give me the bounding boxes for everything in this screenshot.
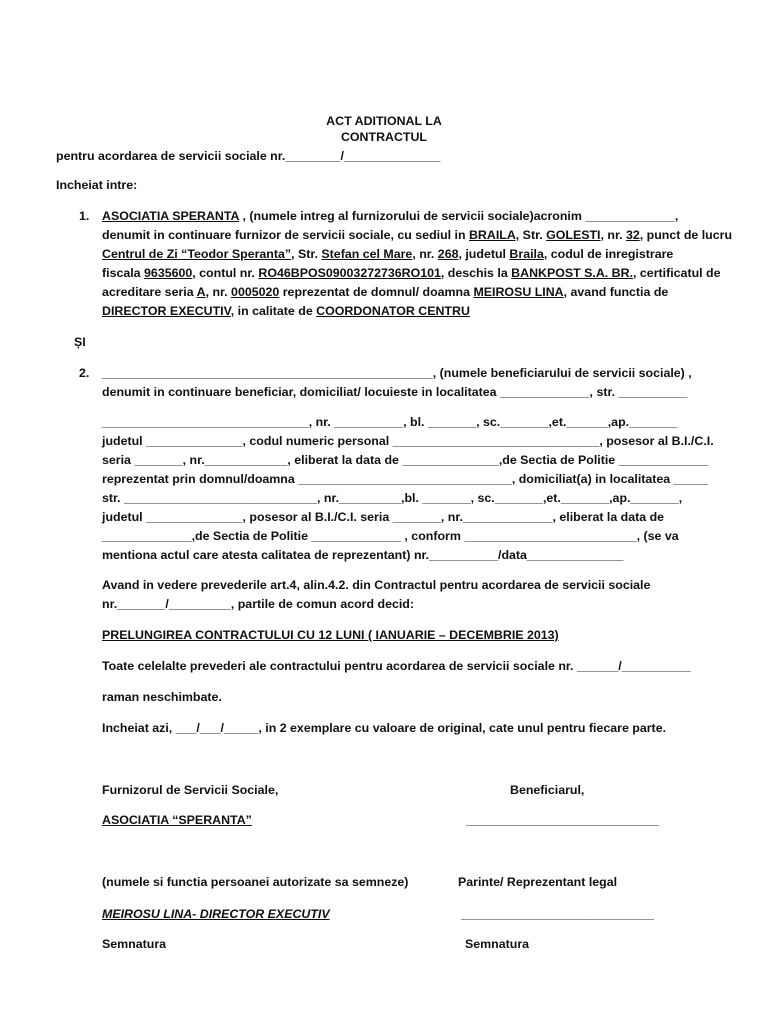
other-provisions-line1: Toate celelalte prevederi ale contractului pentru acordarea de servicii sociale nr. ______/__________ [102, 659, 691, 673]
party2-line: reprezentat prin domnul/doamna _______________________________, domiciliat(a) in localitatea _____ [102, 472, 709, 486]
other-provisions-line2: raman neschimbate. [102, 690, 222, 704]
party2-line: judetul ______________, posesor al B.I./C.I. seria _______, nr._____________, eliberat la data de [102, 510, 665, 524]
party1-line1: ASOCIATIA SPERANTA , (numele intreg al furnizorului de servicii sociale)acronim _____________, [102, 209, 679, 223]
beneficiary-note: Parinte/ Reprezentant legal [458, 875, 618, 889]
provider-person: MEIROSU LINA- DIRECTOR EXECUTIV [102, 907, 330, 921]
party1-name: ASOCIATIA SPERANTA [102, 209, 239, 223]
and-separator: ȘI [74, 335, 86, 349]
party2-number: 2. [79, 366, 90, 380]
whereas-line1: Avand in vedere prevederile art.4, alin.4.2. din Contractul pentru acordarea de servicii sociale [102, 578, 651, 592]
provider-signature-label: Semnatura [102, 937, 167, 951]
party1-series: A [196, 285, 206, 299]
whereas-line2: nr._______/_________, partile de comun acord decid: [102, 597, 414, 611]
document-title-line2: CONTRACTUL [340, 130, 428, 144]
party1-bank: BANKPOST S.A. BR. [511, 266, 634, 280]
decision-text: PRELUNGIREA CONTRACTULUI CU 12 LUNI ( IANUARIE – DECEMBRIE 2013) [102, 628, 559, 642]
provider-note: (numele si functia persoanei autorizate sa semneze) [102, 875, 409, 889]
party1-account: RO46BPOS09003272736RO101 [258, 266, 441, 280]
party1-line6: DIRECTOR EXECUTIV, in calitate de COORDONATOR CENTRU [102, 304, 470, 318]
party1-number: 1. [79, 209, 90, 223]
party1-cert-no: 0005020 [231, 285, 280, 299]
beneficiary-label: Beneficiarul, [510, 783, 585, 797]
party1-center: Centrul de Zi “Teodor Speranta” [102, 247, 292, 261]
party2-line: ________________________________________________, (numele beneficiarului de servicii sociale) , [102, 366, 692, 380]
party1-street2-no: 268 [437, 247, 459, 261]
party1-city: BRAILA, [468, 228, 520, 242]
party1-line5: acreditare seria A, nr. 0005020 reprezentat de domnul/ doamna MEIROSU LINA, avand functia de [102, 285, 669, 299]
document-title-line1: ACT ADITIONAL LA [326, 114, 442, 128]
party1-line4: fiscala 9635600, contul nr. RO46BPOS09003272736RO101, deschis la BANKPOST S.A. BR., certificatul de [102, 266, 721, 280]
provider-name: ASOCIATIA “SPERANTA” [102, 813, 252, 827]
party1-rep-name: MEIROSU LINA [473, 285, 564, 299]
beneficiary-person-line: ____________________________ [461, 907, 654, 921]
party2-line: judetul ______________, codul numeric personal ______________________________, posesor al B.I./C.I. [102, 434, 714, 448]
party1-rep-function: DIRECTOR EXECUTIV [102, 304, 231, 318]
party1-rep-role: COORDONATOR CENTRU [316, 304, 470, 318]
between-heading: Incheiat intre: [56, 178, 138, 192]
party2-line: mentiona actul care atesta calitatea de reprezentant) nr.__________/data______________ [102, 548, 624, 562]
party2-line: denumit in continuare beneficiar, domiciliat/ locuieste in localitatea _____________, str. __________ [102, 385, 688, 399]
party1-line3: Centrul de Zi “Teodor Speranta”, Str. Stefan cel Mare, nr. 268, judetul Braila, codul de inregistrare [102, 247, 674, 261]
party1-street-no: 32 [625, 228, 640, 242]
party1-street2: Stefan cel Mare [321, 247, 413, 261]
party1-fiscal-code: 9635600 [144, 266, 193, 280]
concluded-line: Incheiat azi, ___/___/_____, in 2 exemplare cu valoare de original, cate unul pentru fiecare parte. [102, 721, 667, 735]
party2-line: seria _______, nr.____________, eliberat la data de ______________,de Sectia de Politie _____________ [102, 453, 709, 467]
party1-line2: denumit in continuare furnizor de servicii sociale, cu sediul in BRAILA, Str. GOLESTI, nr. 32, punct de lucru [102, 228, 733, 242]
party1-street: GOLESTI [546, 228, 601, 242]
party2-line: str. ____________________________, nr._________,bl. _______, sc._______,et._______,ap._______, [102, 491, 683, 505]
party1-county: Braila [509, 247, 544, 261]
beneficiary-name-line: ____________________________ [466, 813, 659, 827]
provider-label: Furnizorul de Servicii Sociale, [102, 783, 279, 797]
party2-line: _____________,de Sectia de Politie _____________ , conform _________________________, (se va [102, 529, 679, 543]
party2-line: ______________________________, nr. __________, bl. _______, sc._______,et.______,ap._______ [102, 415, 678, 429]
beneficiary-signature-label: Semnatura [465, 937, 530, 951]
document-subtitle: pentru acordarea de servicii sociale nr.________/______________ [56, 149, 441, 163]
